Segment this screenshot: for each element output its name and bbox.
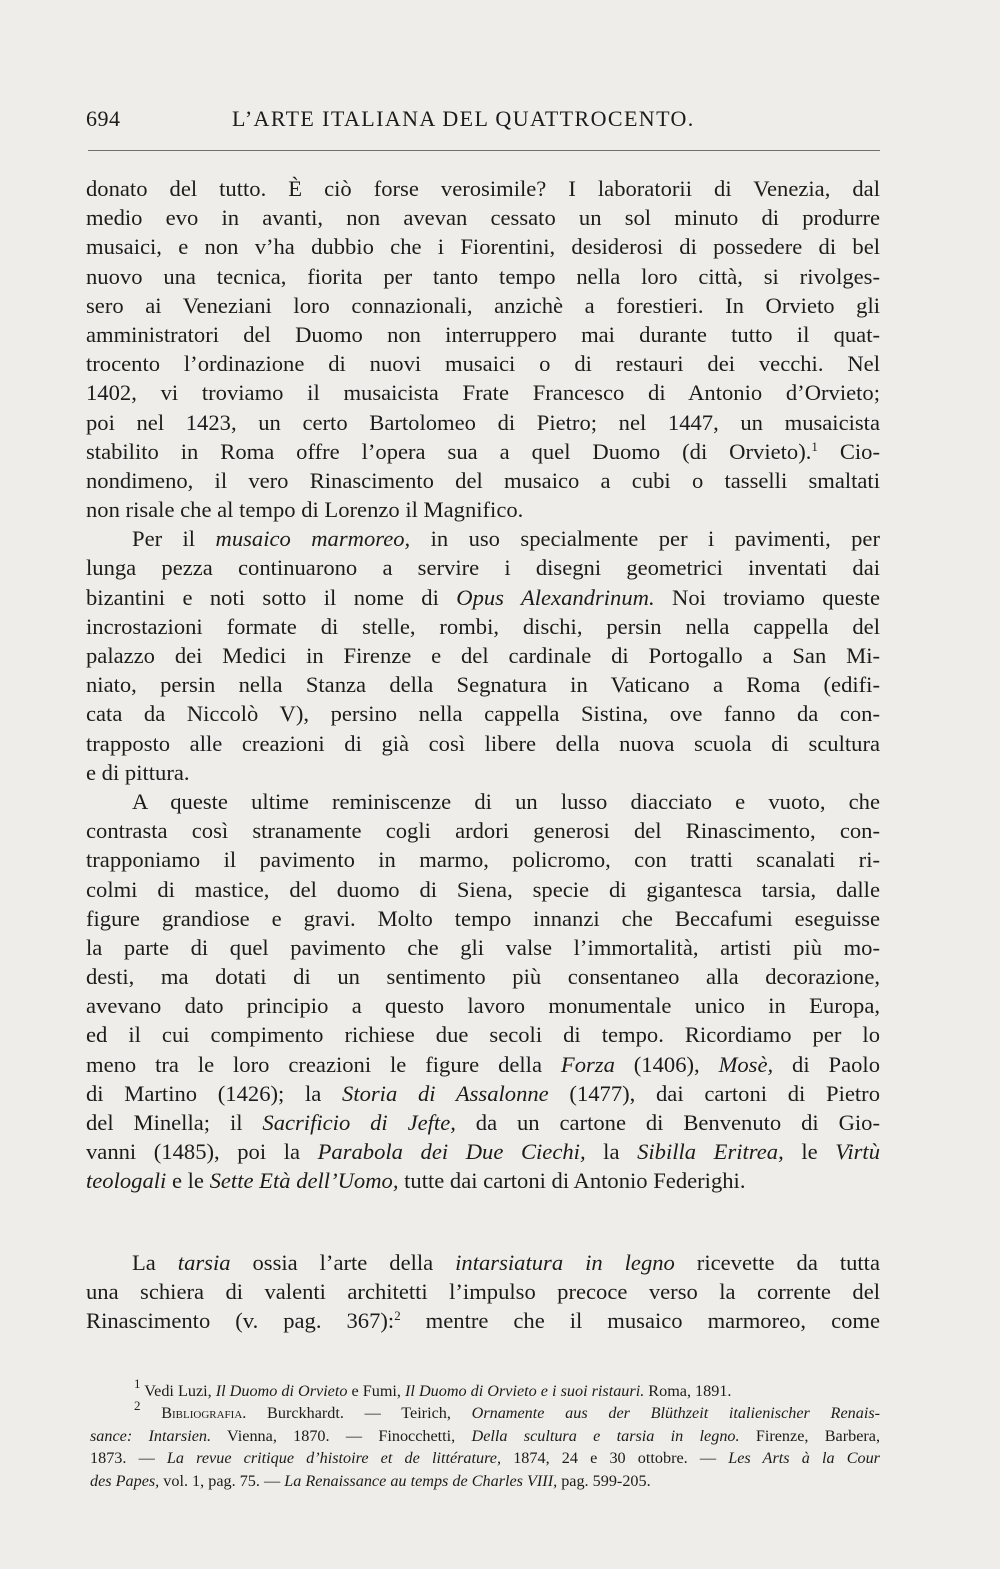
- text-line: sero ai Veneziani loro connazionali, anzichè a forestieri. In Orvieto gli: [86, 292, 880, 318]
- text-line: desti, ma dotati di un sentimento più consentaneo alla decorazione,: [86, 964, 880, 990]
- text-line: di Martino (1426); la Storia di Assalonne (1477), dai cartoni di Pietro: [86, 1080, 881, 1106]
- text-line: trapposto alle creazioni di già così libere della nuova scuola di scultura: [86, 730, 880, 756]
- text-line: amministratori del Duomo non interruppero mai durante tutto il quat-: [86, 321, 880, 347]
- footnote-line: 1873. — La revue critique d’histoire et de littérature, 1874, 24 e 30 ottobre. — Les Arts à la Cour: [90, 1449, 880, 1468]
- text-line: la parte di quel pavimento che gli valse l’immortalità, artisti più mo-: [86, 934, 880, 960]
- footnote-line: $^2$ Bibliografia. Burckhardt. — Teirich, Ornamente aus der Blüthzeit italienischer Renais-: [134, 1398, 881, 1423]
- header-rule: [88, 150, 880, 151]
- paragraph-1: [86, 174, 880, 524]
- text-line: e di pittura.: [86, 759, 190, 785]
- text-line: medio evo in avanti, non avevan cessato un sol minuto di produrre: [86, 205, 880, 231]
- text-line: 1402, vi troviamo il musaicista Frate Francesco di Antonio d’Orvieto;: [86, 380, 880, 406]
- text-line: stabilito in Roma offre l’opera sua a quel Duomo (di Orvieto).$^1$ Cio-: [86, 438, 880, 464]
- text-line: vanni (1485), poi la Parabola dei Due Ciechi, la Sibilla Eritrea, le Virtù: [86, 1139, 881, 1165]
- page-header: [86, 106, 876, 140]
- text-line: niato, persin nella Stanza della Segnatura in Vaticano a Roma (edifi-: [86, 672, 880, 698]
- section-gap: [86, 1196, 880, 1248]
- paragraph-2: [86, 524, 880, 787]
- footnotes: [90, 1376, 881, 1492]
- text-line: incrostazioni formate di stelle, rombi, dischi, persin nella cappella del: [86, 613, 880, 639]
- text-line: colmi di mastice, del duomo di Siena, specie di gigantesca tarsia, dalle: [86, 876, 880, 902]
- text-line: A queste ultime reminiscenze di un lusso diacciato e vuoto, che: [132, 788, 880, 814]
- text-line: palazzo dei Medici in Firenze e del cardinale di Portogallo a San Mi-: [86, 643, 880, 668]
- footnote-ref: 1: [811, 438, 818, 454]
- text-line: lunga pezza continuarono a servire i disegni geometrici inventati dai: [86, 555, 880, 581]
- text-line: poi nel 1423, un certo Bartolomeo di Pietro; nel 1447, un musaicista: [86, 409, 880, 435]
- text-line: nuovo una tecnica, fiorita per tanto tempo nella loro città, si rivolges-: [86, 263, 880, 289]
- text-line: del Minella; il Sacrificio di Jefte, da un cartone di Benvenuto di Gio-: [86, 1110, 880, 1135]
- text-line: nondimeno, il vero Rinascimento del musaico a cubi o tasselli smaltati: [86, 467, 880, 493]
- text-line: bizantini e noti sotto il nome di Opus Alexandrinum. Noi troviamo queste: [86, 584, 880, 610]
- footnote-2: [90, 1398, 881, 1492]
- text-line: non risale che al tempo di Lorenzo il Magnifico.: [86, 497, 524, 523]
- footnote-line: des Papes, vol. 1, pag. 75. — La Renaissance au temps de Charles VIII, pag. 599-205.: [90, 1471, 651, 1490]
- footnote-line: $^1$ Vedi Luzi, Il Duomo di Orvieto e Fumi, Il Duomo di Orvieto e i suoi ristauri. Roma, 1891.: [134, 1376, 732, 1400]
- paragraph-3: [86, 787, 880, 1196]
- running-title: L’ARTE ITALIANA DEL QUATTROCENTO.: [232, 106, 695, 131]
- text-line: musaici, e non v’ha dubbio che i Fiorentini, desiderosi di possedere di bel: [86, 234, 880, 260]
- text-line: trocento l’ordinazione di nuovi musaici o di restauri dei vecchi. Nel: [86, 351, 880, 377]
- footnote-ref: 2: [394, 1307, 401, 1323]
- text-line: Per il musaico marmoreo, in uso specialmente per i pavimenti, per: [132, 526, 880, 552]
- text-line: trapponiamo il pavimento in marmo, policromo, con tratti scanalati ri-: [86, 847, 880, 873]
- main-text: [86, 174, 880, 1335]
- text-line: teologali e le Sette Età dell’Uomo, tutte dai cartoni di Antonio Federighi.: [86, 1168, 746, 1194]
- page-number: 694: [86, 106, 121, 131]
- text-line: contrasta così stranamente cogli ardori generosi del Rinascimento, con-: [86, 818, 880, 844]
- text-line: Rinascimento (v. pag. 367):$^2$ mentre che il musaico marmoreo, come: [86, 1307, 880, 1333]
- text-line: meno tra le loro creazioni le figure della Forza (1406), Mosè, di Paolo: [86, 1051, 880, 1077]
- text-line: donato del tutto. È ciò forse verosimile? I laboratorii di Venezia, dal: [86, 176, 880, 201]
- text-line: La tarsia ossia l’arte della intarsiatura in legno ricevette da tutta: [132, 1249, 880, 1275]
- paragraph-4: [86, 1248, 880, 1336]
- text-line: cata da Niccolò V), persino nella cappella Sistina, ove fanno da con-: [86, 701, 880, 727]
- text-line: ed il cui compimento richiese due secoli di tempo. Ricordiamo per lo: [86, 1022, 880, 1048]
- text-line: avevano dato principio a questo lavoro monumentale unico in Europa,: [86, 993, 880, 1019]
- footnote-line: sance: Intarsien. Vienna, 1870. — Finocchetti, Della scultura e tarsia in legno. Firenze, Barbera,: [90, 1426, 881, 1445]
- text-line: figure grandiose e gravi. Molto tempo innanzi che Beccafumi eseguisse: [86, 905, 880, 931]
- footnote-1: [90, 1376, 880, 1402]
- text-line: una schiera di valenti architetti l’impulso precoce verso la corrente del: [86, 1278, 880, 1304]
